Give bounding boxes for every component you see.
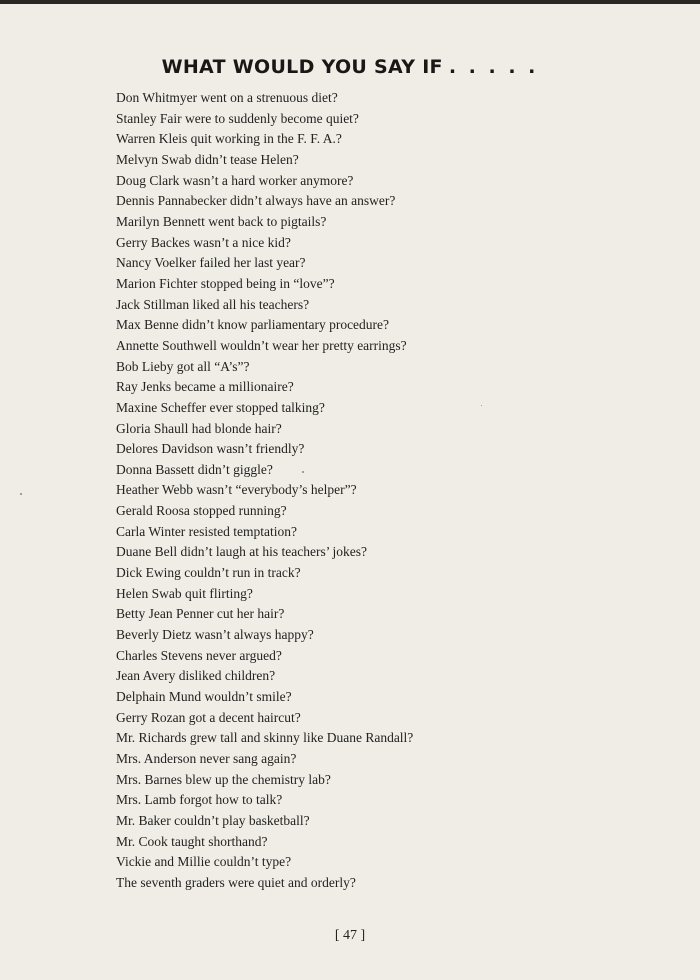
question-line: Dennis Pannabecker didn’t always have an answer?	[116, 193, 396, 209]
question-line: Carla Winter resisted temptation?	[116, 523, 298, 539]
question-line: Annette Southwell wouldn’t wear her pretty earrings?	[116, 337, 407, 353]
paper-speck	[20, 493, 22, 495]
question-line: Betty Jean Penner cut her hair?	[116, 606, 285, 622]
question-line: Beverly Dietz wasn’t always happy?	[116, 627, 314, 643]
question-line: Gerry Rozan got a decent haircut?	[116, 709, 301, 725]
question-line: Warren Kleis quit working in the F. F. A.?	[116, 131, 342, 147]
question-line: Donna Bassett didn’t giggle?	[116, 461, 273, 477]
question-line: Gerry Backes wasn’t a nice kid?	[116, 234, 291, 250]
question-line: The seventh graders were quiet and orderly?	[116, 874, 356, 890]
page-title-dots: . . . . .	[448, 56, 539, 78]
question-line: Marion Fichter stopped being in “love”?	[116, 275, 335, 291]
question-line: Maxine Scheffer ever stopped talking?	[116, 399, 325, 415]
question-line: Jack Stillman liked all his teachers?	[116, 296, 310, 312]
question-line: Mrs. Barnes blew up the chemistry lab?	[116, 771, 331, 787]
question-line: Delores Davidson wasn’t friendly?	[116, 441, 305, 457]
question-line: Gloria Shaull had blonde hair?	[116, 420, 282, 436]
question-line: Marilyn Bennett went back to pigtails?	[116, 213, 327, 229]
question-line: Heather Webb wasn’t “everybody’s helper”?	[116, 482, 357, 498]
question-line: Helen Swab quit flirting?	[116, 585, 253, 601]
question-line: Mr. Cook taught shorthand?	[116, 833, 268, 849]
question-line: Jean Avery disliked children?	[116, 668, 276, 684]
question-line: Mr. Baker couldn’t play basketball?	[116, 812, 310, 828]
question-line: Stanley Fair were to suddenly become quiet?	[116, 110, 359, 126]
page-title-text: WHAT WOULD YOU SAY IF	[161, 56, 443, 78]
page-number: [ 47 ]	[334, 928, 366, 943]
paper-speck	[481, 405, 482, 406]
question-line: Charles Stevens never argued?	[116, 647, 282, 663]
question-line: Mr. Richards grew tall and skinny like Duane Randall?	[116, 730, 414, 746]
question-line: Max Benne didn’t know parliamentary procedure?	[116, 317, 390, 333]
question-line: Bob Lieby got all “A’s”?	[116, 358, 250, 374]
question-line: Ray Jenks became a millionaire?	[116, 379, 294, 395]
question-line: Duane Bell didn’t laugh at his teachers’ jokes?	[116, 544, 368, 560]
question-line: Doug Clark wasn’t a hard worker anymore?	[116, 172, 354, 188]
question-line: Dick Ewing couldn’t run in track?	[116, 565, 301, 581]
question-line: Melvyn Swab didn’t tease Helen?	[116, 151, 299, 167]
question-line: Mrs. Anderson never sang again?	[116, 751, 297, 766]
question-list	[116, 88, 413, 894]
question-line: Don Whitmyer went on a strenuous diet?	[116, 90, 338, 105]
question-line: Mrs. Lamb forgot how to talk?	[116, 792, 283, 808]
question-line: Gerald Roosa stopped running?	[116, 503, 287, 519]
page-title	[0, 56, 700, 78]
paper-speck	[302, 471, 304, 473]
page-top-edge	[0, 0, 700, 4]
question-line: Nancy Voelker failed her last year?	[116, 255, 306, 271]
question-line: Delphain Mund wouldn’t smile?	[116, 689, 292, 705]
question-line: Vickie and Millie couldn’t type?	[116, 854, 292, 870]
